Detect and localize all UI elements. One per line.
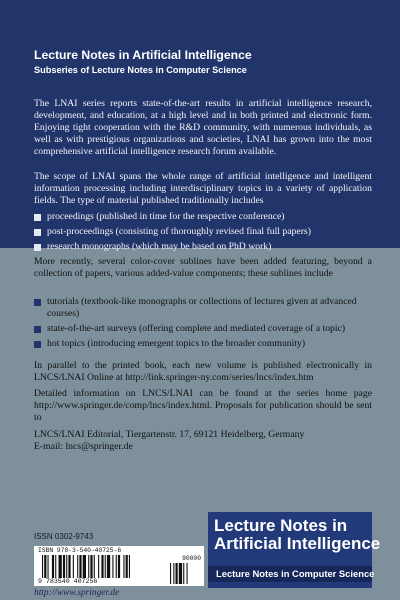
logo-strip bbox=[208, 566, 375, 582]
intro-paragraph: The LNAI series reports state-of-the-art results in artificial intelligence research, development, and education, at a high level and in both printed and electronic form. Enjoying tight cooperation with the R&D community, with numerous individuals, as well as with prestigious organizations and societies, LNAI has grown into the most comprehensive artificial intelligence research forum available. bbox=[34, 98, 372, 158]
barcode-digits: 9 783540 407256 bbox=[38, 578, 98, 585]
logo-line-2: Artificial Intelligence bbox=[214, 534, 381, 553]
barcode-bar bbox=[176, 563, 178, 584]
barcode-addon: 90000 bbox=[182, 555, 201, 562]
list-item: proceedings (published in time for the respective conference) bbox=[34, 211, 372, 223]
barcode-bar bbox=[55, 555, 56, 578]
barcode-bar bbox=[98, 555, 99, 578]
series-title: Lecture Notes in Artificial Intelligence bbox=[34, 48, 252, 62]
barcode-bar bbox=[129, 555, 130, 578]
sublines-list bbox=[34, 296, 372, 353]
upper-band bbox=[0, 0, 400, 248]
list-item: hot topics (introducing emergent topics to the broader community) bbox=[34, 338, 372, 350]
barcode-bar bbox=[77, 555, 78, 578]
square-bullet-icon bbox=[34, 326, 41, 333]
barcode-bar bbox=[118, 555, 120, 578]
square-bullet-icon bbox=[34, 244, 41, 251]
barcode-bar bbox=[59, 555, 62, 578]
barcode-bar bbox=[170, 563, 171, 584]
scope-paragraph: The scope of LNAI spans the whole range of artificial intelligence and intelligent information processing including interdisciplinary topics in a variety of application fields. The type of material published traditionally includes bbox=[34, 171, 372, 207]
list-item: state-of-the-art surveys (offering complete and mediated coverage of a topic) bbox=[34, 323, 372, 335]
logo-line-1: Lecture Notes in bbox=[214, 516, 348, 535]
barcode-bar bbox=[183, 563, 184, 584]
barcode-bar bbox=[179, 563, 182, 584]
traditional-list bbox=[34, 211, 372, 226]
barcode-bar bbox=[116, 555, 117, 578]
barcode-isbn: ISBN 978-3-540-40725-6 bbox=[38, 547, 122, 554]
contact-block bbox=[34, 429, 372, 453]
barcode-bar bbox=[88, 555, 89, 578]
publisher-url[interactable]: http://www.springer.de bbox=[34, 588, 120, 598]
editorial-address: LNCS/LNAI Editorial, Tiergartenstr. 17, 69121 Heidelberg, Germany bbox=[34, 429, 305, 440]
barcode-bar bbox=[44, 555, 46, 578]
barcode-bar bbox=[101, 555, 103, 578]
logo-line-3: Lecture Notes in Computer Science bbox=[216, 568, 375, 579]
barcode-bar bbox=[48, 555, 49, 578]
list-item: tutorials (textbook-like monographs or collections of lectures given at advanced courses) bbox=[34, 296, 372, 320]
barcode-bar bbox=[52, 555, 54, 578]
barcode-bar bbox=[123, 555, 124, 578]
barcode-bar bbox=[90, 555, 92, 578]
issn-number: ISSN 0302-9743 bbox=[34, 532, 94, 541]
list-item: post-proceedings (consisting of thoroughly revised final full papers) bbox=[34, 226, 372, 238]
barcode-bar bbox=[63, 555, 65, 578]
barcode-bar bbox=[42, 555, 43, 578]
barcode bbox=[34, 546, 204, 586]
barcode-bar bbox=[94, 555, 95, 578]
traditional-list-cont bbox=[34, 226, 372, 256]
series-subtitle: Subseries of Lecture Notes in Computer Science bbox=[34, 65, 247, 75]
barcode-bar bbox=[173, 563, 174, 584]
contact-email: E-mail: lncs@springer.de bbox=[34, 441, 133, 453]
square-bullet-icon bbox=[34, 214, 41, 221]
detailed-paragraph: Detailed information on LNCS/LNAI can be found at the series home page http://www.springer.de/comp/lncs/index.html. Proposals for publication should be sent to bbox=[34, 388, 372, 424]
barcode-bar bbox=[126, 555, 128, 578]
barcode-bar bbox=[68, 555, 70, 578]
barcode-bar bbox=[66, 555, 67, 578]
square-bullet-icon bbox=[34, 299, 41, 306]
barcode-bar bbox=[79, 555, 81, 578]
square-bullet-icon bbox=[34, 341, 41, 348]
barcode-bar bbox=[73, 555, 74, 578]
barcode-bar bbox=[112, 555, 113, 578]
barcode-bar bbox=[105, 555, 106, 578]
barcode-bar bbox=[107, 555, 110, 578]
square-bullet-icon bbox=[34, 229, 41, 236]
barcode-bar bbox=[83, 555, 86, 578]
parallel-paragraph: In parallel to the printed book, each new volume is published electronically in LNCS/LNAI Online at http://link.springer-ny.com/series/lncs/index.htm bbox=[34, 360, 372, 384]
series-logo bbox=[208, 512, 381, 588]
list-item: research monographs (which may be based on PhD work) bbox=[34, 241, 372, 253]
barcode-bar bbox=[187, 563, 188, 584]
more-paragraph: More recently, several color-cover sublines have been added featuring, beyond a collection of papers, various added-value components; these sublines include bbox=[34, 256, 372, 280]
